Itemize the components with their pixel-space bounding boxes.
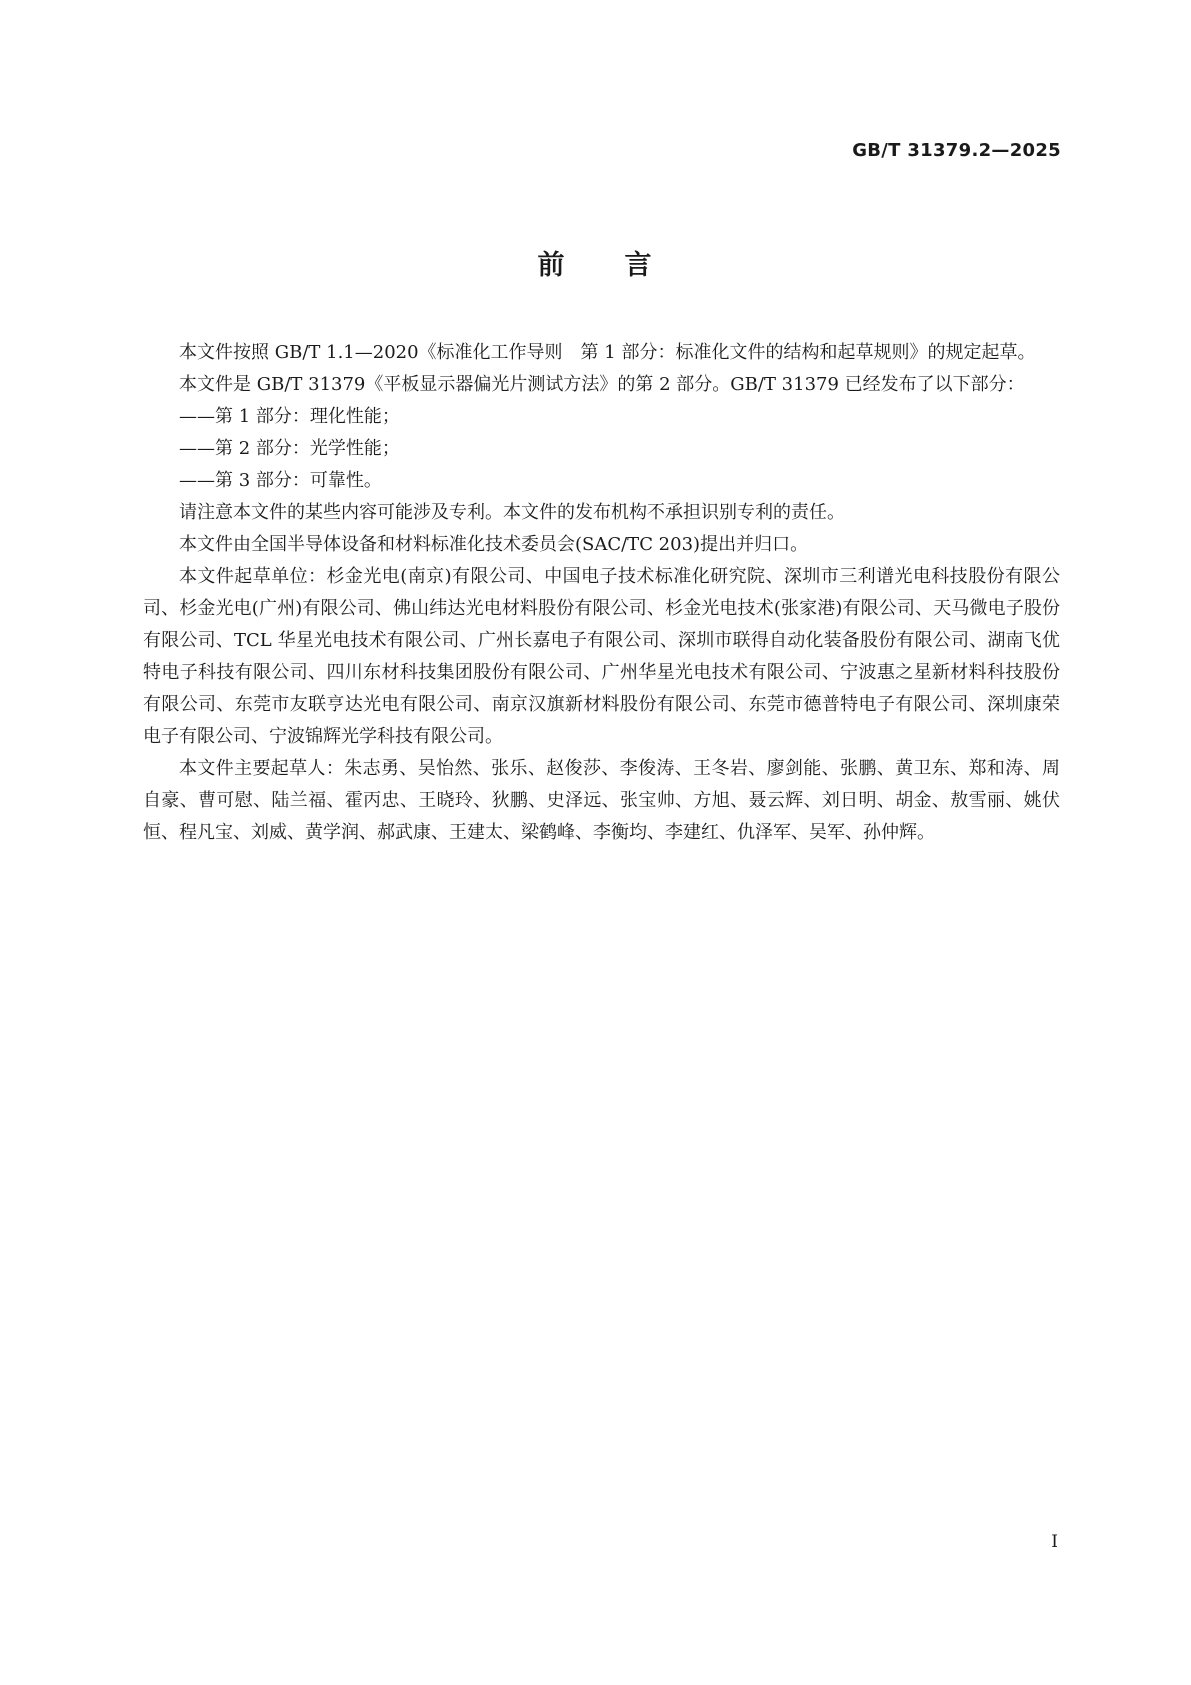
list-item-part-3: ——第 3 部分：可靠性。: [179, 470, 382, 491]
list-item-part-1: ——第 1 部分：理化性能；: [179, 406, 400, 427]
paragraph-document-part: 本文件是 GB/T 31379《平板显示器偏光片测试方法》的第 2 部分。GB/T 31379 已经发布了以下部分：: [179, 374, 1025, 395]
paragraph-drafters: 本文件主要起草人：朱志勇、吴怡然、张乐、赵俊莎、李俊涛、王冬岩、廖剑能、张鹏、黄卫东、郑和涛、周自豪、曹可慰、陆兰福、霍丙忠、王晓玲、狄鹏、史泽远、张宝帅、方旭、聂云辉、刘日明、胡金、敖雪丽、姚伏恒、程凡宝、刘威、黄学润、郝武康、王建太、梁鹤峰、李衡均、李建红、仇泽军、吴军、孙仲辉。: [143, 758, 1060, 843]
title-char-2: 言: [624, 250, 654, 281]
list-item-part-2: ——第 2 部分：光学性能；: [179, 438, 400, 459]
paragraph-proposer: 本文件由全国半导体设备和材料标准化技术委员会(SAC/TC 203)提出并归口。: [179, 534, 809, 555]
document-number: GB/T 31379.2—2025: [852, 140, 1061, 161]
page-number: I: [1051, 1532, 1058, 1552]
paragraph-drafting-units: 本文件起草单位：杉金光电(南京)有限公司、中国电子技术标准化研究院、深圳市三利谱光电科技股份有限公司、杉金光电(广州)有限公司、佛山纬达光电材料股份有限公司、杉金光电技术(张家港)有限公司、天马微电子股份有限公司、TCL 华星光电技术有限公司、广州长嘉电子有限公司、深圳市联得自动化装备股份有限公司、湖南飞优特电子科技有限公司、四川东材科技集团股份有限公司、广州华星光电技术有限公司、宁波惠之星新材料科技股份有限公司、东莞市友联亨达光电有限公司、南京汉旗新材料股份有限公司、东莞市德普特电子有限公司、深圳康荣电子有限公司、宁波锦辉光学科技有限公司。: [143, 566, 1060, 747]
foreword-body: [143, 337, 1060, 849]
page-title: [0, 243, 1191, 282]
title-char-1: 前: [537, 250, 567, 281]
paragraph-drafting-rules: 本文件按照 GB/T 1.1—2020《标准化工作导则 第 1 部分：标准化文件的结构和起草规则》的规定起草。: [179, 342, 1036, 363]
paragraph-patent-notice: 请注意本文件的某些内容可能涉及专利。本文件的发布机构不承担识别专利的责任。: [179, 502, 845, 523]
